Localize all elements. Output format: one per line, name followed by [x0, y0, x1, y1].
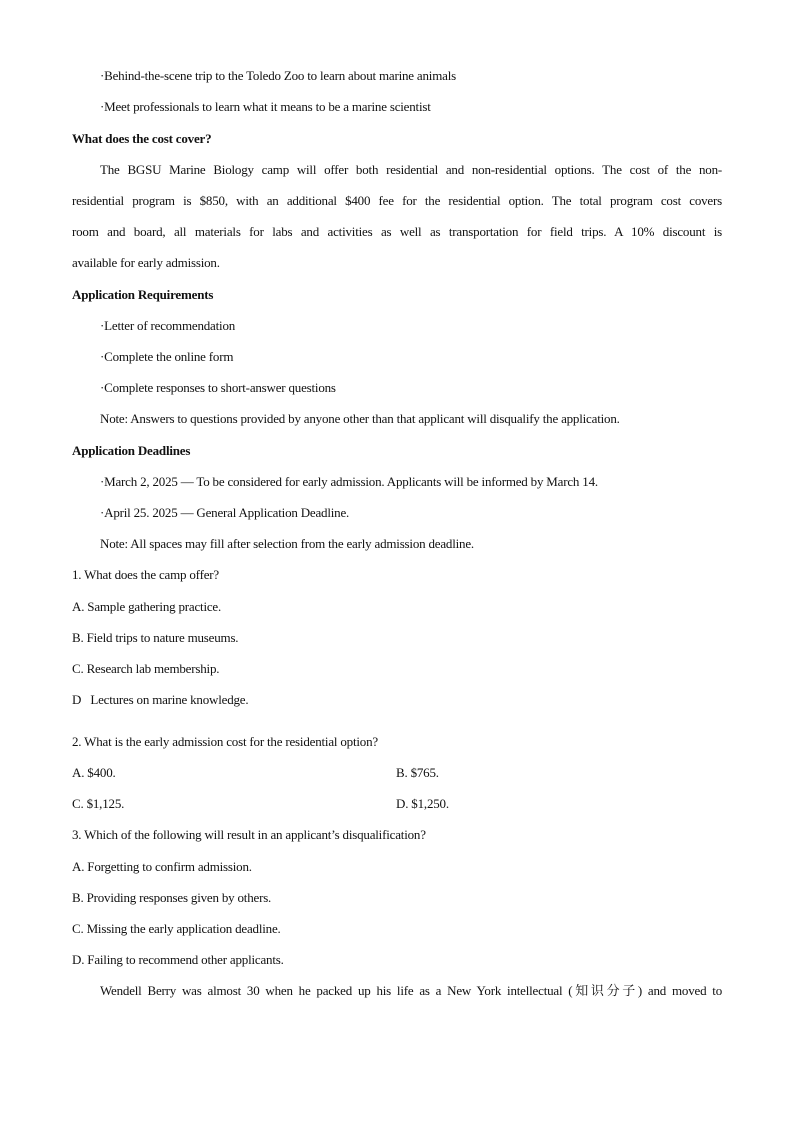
- bullet-item: ·Complete the online form: [100, 349, 234, 364]
- note: Note: Answers to questions provided by anyone other than that applicant will disqualify the application.: [100, 411, 620, 426]
- section-heading-requirements: Application Requirements: [72, 287, 214, 302]
- paragraph-line: available for early admission.: [72, 255, 220, 270]
- question-3: 3. Which of the following will result in an applicant’s disqualification?: [72, 827, 426, 842]
- option: A. Forgetting to confirm admission.: [72, 859, 252, 874]
- paragraph-line: residential program is $850, with an additional $400 fee for the residential option. The total program cost covers: [72, 193, 722, 208]
- option: B. Field trips to nature museums.: [72, 630, 239, 645]
- paragraph-line: room and board, all materials for labs and activities as well as transportation for field trips. A 10% discount is: [72, 224, 722, 239]
- option: C. Missing the early application deadline.: [72, 921, 281, 936]
- option: C. Research lab membership.: [72, 661, 220, 676]
- section-heading-deadlines: Application Deadlines: [72, 443, 191, 458]
- bullet-item: ·April 25. 2025 — General Application Deadline.: [100, 505, 350, 520]
- option: D Lectures on marine knowledge.: [72, 692, 249, 707]
- option: D. Failing to recommend other applicants.: [72, 952, 284, 967]
- section-heading-cost: What does the cost cover?: [72, 131, 212, 146]
- bullet-item: ·Behind-the-scene trip to the Toledo Zoo to learn about marine animals: [100, 68, 456, 83]
- option: A. $400.: [72, 765, 116, 780]
- option: C. $1,125.: [72, 796, 125, 811]
- question-2: 2. What is the early admission cost for the residential option?: [72, 734, 378, 749]
- option: B. Providing responses given by others.: [72, 890, 272, 905]
- note: Note: All spaces may fill after selection from the early admission deadline.: [100, 536, 474, 551]
- bullet-item: ·Letter of recommendation: [100, 318, 236, 333]
- option: A. Sample gathering practice.: [72, 599, 222, 614]
- bullet-item: ·Meet professionals to learn what it means to be a marine scientist: [100, 99, 431, 114]
- next-passage-line: Wendell Berry was almost 30 when he packed up his life as a New York intellectual (知识分子) and moved to: [100, 983, 722, 998]
- option: D. $1,250.: [396, 796, 449, 811]
- question-1: 1. What does the camp offer?: [72, 567, 219, 582]
- paragraph-line: The BGSU Marine Biology camp will offer both residential and non-residential options. The cost of the non-: [100, 162, 722, 177]
- bullet-item: ·March 2, 2025 — To be considered for early admission. Applicants will be informed by March 14.: [100, 474, 598, 489]
- option: B. $765.: [396, 765, 439, 780]
- bullet-item: ·Complete responses to short-answer questions: [100, 380, 336, 395]
